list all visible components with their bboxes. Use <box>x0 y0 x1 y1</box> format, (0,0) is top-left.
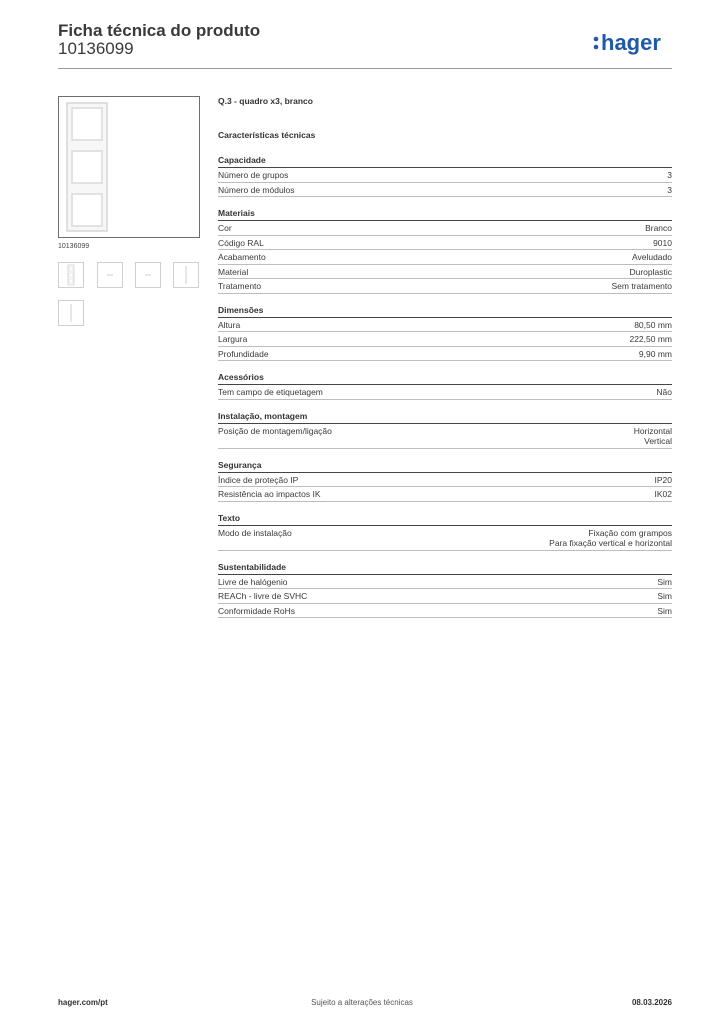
spec-value-line: Sim <box>657 576 672 587</box>
spec-section <box>218 513 672 551</box>
spec-value <box>655 489 673 500</box>
spec-value <box>667 170 672 181</box>
spec-value-line: 80,50 mm <box>634 319 672 330</box>
product-name: Q.3 - quadro x3, branco <box>218 96 313 106</box>
spec-section <box>218 305 672 362</box>
spec-label: Tem campo de etiquetagem <box>218 387 323 397</box>
spec-label: Código RAL <box>218 237 264 248</box>
section-title: Dimensões <box>218 305 672 318</box>
spec-label: Altura <box>218 319 241 330</box>
spec-value-line: IP20 <box>654 474 672 485</box>
spec-label: Livre de halógenio <box>218 576 288 587</box>
image-caption: 10136099 <box>58 243 90 250</box>
spec-row <box>218 221 672 236</box>
spec-value-line: Fixação com grampos <box>588 527 672 538</box>
spec-value <box>634 426 672 447</box>
footer-disclaimer: Sujeito a alterações técnicas <box>311 998 413 1007</box>
spec-row <box>218 236 672 251</box>
spec-value <box>657 591 672 602</box>
spec-row <box>218 487 672 502</box>
specs-heading: Características técnicas <box>218 130 316 140</box>
spec-row <box>218 265 672 280</box>
spec-value-line: 9,90 mm <box>638 348 672 359</box>
spec-value <box>634 320 672 331</box>
spec-row <box>218 250 672 265</box>
header-divider <box>58 68 672 69</box>
spec-value <box>667 185 672 196</box>
spec-label: REACh - livre de SVHC <box>218 591 308 601</box>
spec-value <box>629 334 672 345</box>
spec-value-line: 3 <box>667 170 672 180</box>
spec-value-line: 9010 <box>653 237 672 248</box>
spec-value-line: Duroplastic <box>629 266 672 277</box>
section-title: Materiais <box>218 208 672 221</box>
spec-value-line: IK02 <box>654 489 672 499</box>
spec-section <box>218 372 672 400</box>
spec-row <box>218 575 672 590</box>
spec-value-line: Sim <box>657 605 672 616</box>
spec-value <box>645 223 672 234</box>
spec-label: Profundidade <box>218 348 269 359</box>
spec-value-line: Para fixação vertical e horizontal <box>549 538 672 548</box>
spec-value-line: Não <box>656 387 672 397</box>
spec-value-line: 222,50 mm <box>629 334 672 344</box>
spec-row <box>218 604 672 619</box>
spec-value-line: Aveludado <box>631 252 672 262</box>
spec-value <box>629 267 672 278</box>
spec-value-line: Vertical <box>644 436 672 446</box>
section-title: Sustentabilidade <box>218 562 672 575</box>
spec-value <box>655 475 673 486</box>
product-code: 10136099 <box>58 39 134 58</box>
spec-label: Número de módulos <box>218 184 295 195</box>
spec-label: Cor <box>218 223 232 233</box>
spec-label: Acabamento <box>218 252 266 262</box>
spec-label: Largura <box>218 334 248 344</box>
spec-section <box>218 460 672 502</box>
spec-row <box>218 424 672 449</box>
spec-value <box>657 606 672 617</box>
spec-label: Número de grupos <box>218 170 289 180</box>
spec-label: Tratamento <box>218 281 262 291</box>
spec-value <box>656 387 672 398</box>
spec-value-line: Sem tratamento <box>611 281 672 291</box>
spec-label: Resistência ao impactos IK <box>218 489 321 499</box>
spec-row <box>218 168 672 183</box>
spec-value-line: Horizontal <box>633 425 672 436</box>
thumbnail-side-view[interactable] <box>173 262 199 288</box>
spec-row <box>218 526 672 551</box>
section-title: Acessórios <box>218 372 672 385</box>
spec-row <box>218 318 672 333</box>
hager-logo <box>593 27 673 57</box>
spec-value <box>639 349 672 360</box>
spec-value-line: Branco <box>645 223 672 233</box>
section-title: Segurança <box>218 460 672 473</box>
thumbnail-front-view[interactable] <box>58 262 84 288</box>
spec-row <box>218 473 672 488</box>
spec-value <box>549 528 672 549</box>
spec-value <box>632 252 672 263</box>
spec-section <box>218 208 672 294</box>
spec-section <box>218 411 672 449</box>
spec-label: Posição de montagem/ligação <box>218 425 332 436</box>
section-title: Capacidade <box>218 155 672 168</box>
spec-value-line: 3 <box>667 184 672 195</box>
spec-row <box>218 385 672 400</box>
section-title: Instalação, montagem <box>218 411 672 424</box>
spec-row <box>218 589 672 604</box>
spec-value <box>657 577 672 588</box>
spec-row <box>218 347 672 362</box>
spec-label: Conformidade RoHs <box>218 605 296 616</box>
spec-value <box>653 238 672 249</box>
document-title: Ficha técnica do produto <box>58 21 261 40</box>
spec-label: Modo de instalação <box>218 527 292 538</box>
spec-value-line: Sim <box>657 591 672 601</box>
svg-text:hager: hager <box>601 30 661 55</box>
spec-section <box>218 562 672 619</box>
spec-value <box>612 281 672 292</box>
thumbnail-profile-view[interactable] <box>58 300 84 326</box>
spec-section <box>218 155 672 197</box>
footer-date: 08.03.2026 <box>631 998 672 1007</box>
spec-row <box>218 279 672 294</box>
spec-row <box>218 183 672 198</box>
footer-website[interactable]: hager.com/pt <box>58 998 108 1007</box>
product-image <box>58 96 200 238</box>
spec-row <box>218 332 672 347</box>
spec-label: Índice de proteção IP <box>218 474 299 485</box>
frame-illustration <box>59 97 199 237</box>
spec-label: Material <box>218 266 249 277</box>
thumbnail-bottom-view[interactable] <box>135 262 161 288</box>
thumbnail-top-view[interactable] <box>97 262 123 288</box>
section-title: Texto <box>218 513 672 526</box>
specifications-table <box>218 155 672 629</box>
